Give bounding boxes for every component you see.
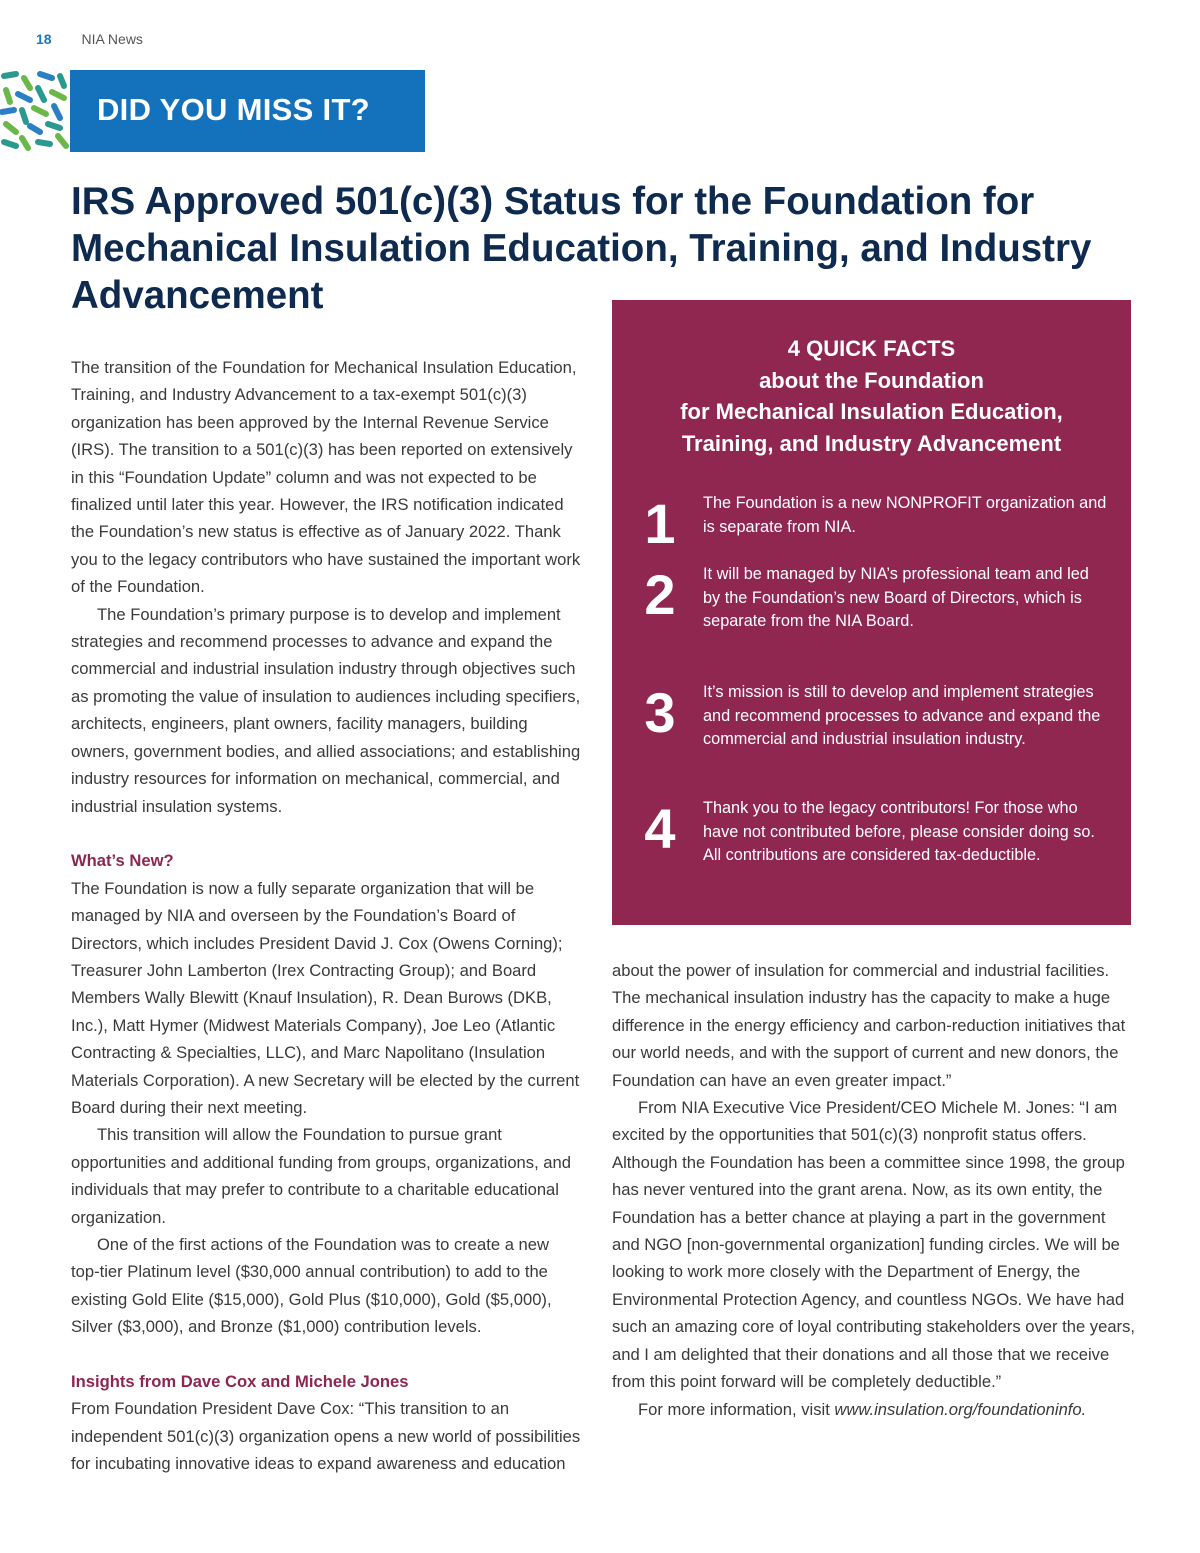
more-info <box>612 1396 1137 1423</box>
insights-heading: Insights from Dave Cox and Michele Jones <box>71 1372 409 1391</box>
publication-name: NIA News <box>81 31 143 47</box>
decorative-pattern <box>0 70 70 152</box>
whats-new-heading: What’s New? <box>71 851 174 871</box>
quick-facts-title-line: 4 QUICK FACTS <box>787 336 956 361</box>
article-headline: IRS Approved 501(c)(3) Status for the Foundation for Mechanical Insulation Education, Training, and Industry Advancement <box>71 180 1092 317</box>
section-banner <box>70 70 425 152</box>
fact-text: The Foundation is a new NONPROFIT organization and is separate from NIA. <box>703 494 1107 536</box>
left-column <box>71 354 581 1478</box>
whats-new-paragraph: The Foundation is now a fully separate organization that will be managed by NIA and overseen by the Foundation’s Board of Directors, which includes President David J. Cox (Owens Corning); Treasurer John Lamberton (Irex Contracting Group); and Board Members Wally Blewitt (Knauf Insulation), R. Dean Burows (DKB, Inc.), Matt Hymer (Midwest Materials Company), Joe Leo (Atlantic Contracting & Specialties, LLC), and Marc Napolitano (Insulation Materials Corporation). A new Secretary will be elected by the current Board during their next meeting. <box>71 878 580 1117</box>
running-header <box>36 31 143 47</box>
fact-text: It will be managed by NIA’s professional team and led by the Foundation’s new Board of Directors, which is separate from the NIA Board. <box>703 565 1089 631</box>
whats-new-paragraph: One of the first actions of the Foundation was to create a new top-tier Platinum level ($30,000 annual contribution) to add to the existing Gold Elite ($15,000), Gold Plus ($10,000), Gold ($5,000), Silver ($3,000), and Bronze ($1,000) contribution levels. <box>71 1234 552 1337</box>
cox-quote-end: about the power of insulation for commercial and industrial facilities. The mechanical insulation industry has the capacity to make a huge difference in the energy efficiency and carbon-reduction initiatives that our world needs, and with the support of current and new donors, the Foundation can have an even greater impact.” <box>612 961 1126 1090</box>
intro-paragraph: The transition of the Foundation for Mechanical Insulation Education, Training, and Industry Advancement to a tax-exempt 501(c)(3) organization has been approved by the Internal Revenue Service (IRS). The transition to a 501(c)(3) has been reported on extensively in this “Foundation Update” column and was not expected to be finalized until later this year. However, the IRS notification indicated the Foundation’s new status is effective as of January 2022. Thank you to the legacy contributors who have sustained the important work of the Foundation. <box>71 358 581 597</box>
fact-text: Thank you to the legacy contributors! For those who have not contributed before, please consider doing so. All contributions are considered tax-deductible. <box>703 799 1095 865</box>
quick-facts-title-line: about the Foundation <box>759 367 984 393</box>
intro-paragraph: The Foundation’s primary purpose is to develop and implement strategies and recommend processes to advance and expand the commercial and industrial insulation industry through objectives such as promoting the value of insulation to audiences including specifiers, architects, engineers, plant owners, facility managers, building owners, government bodies, and allied associations; and establishing industry resources for information on mechanical, commercial, and industrial insulation systems. <box>71 604 581 816</box>
foundation-info-link[interactable]: www.insulation.org/foundationinfo. <box>834 1399 1087 1419</box>
fact-number: 2 <box>644 563 676 626</box>
quick-facts-title <box>612 333 1131 459</box>
cox-quote-start: From Foundation President Dave Cox: “This transition to an independent 501(c)(3) organization opens a new world of possibilities for incubating innovative ideas to expand awareness and education <box>71 1399 581 1474</box>
fact-number: 1 <box>644 492 676 555</box>
page-number: 18 <box>36 31 52 47</box>
fact-text: It’s mission is still to develop and implement strategies and recommend processes to advance and expand the commercial and industrial insulation industry. <box>703 683 1101 749</box>
quick-facts-title-line: Training, and Industry Advancement <box>681 430 1062 456</box>
quick-facts-box <box>612 300 1131 925</box>
fact-number: 4 <box>644 797 676 860</box>
jones-quote: From NIA Executive Vice President/CEO Michele M. Jones: “I am excited by the opportunities that 501(c)(3) nonprofit status offers. Although the Foundation has been a committee since 1998, the group has never ventured into the grant arena. Now, as its own entity, the Foundation has a better chance at playing a part in the government and NGO [non-governmental organization] funding circles. We will be looking to work more closely with the Department of Energy, the Environmental Protection Agency, and countless NGOs. We have had such an amazing core of loyal contributing stakeholders over the years, and I am delighted that their donations and all those that we receive from this point forward will be completely deductible.” <box>612 1098 1135 1392</box>
banner-label: DID YOU MISS IT? <box>97 92 370 127</box>
right-column <box>612 957 1137 1423</box>
quick-facts-title-line: for Mechanical Insulation Education, <box>680 399 1063 424</box>
more-info-prefix: For more information, visit <box>638 1399 835 1419</box>
whats-new-paragraph: This transition will allow the Foundation to pursue grant opportunities and additional funding from groups, organizations, and individuals that may prefer to contribute to a charitable educational organization. <box>71 1125 571 1227</box>
fact-number: 3 <box>644 681 676 744</box>
